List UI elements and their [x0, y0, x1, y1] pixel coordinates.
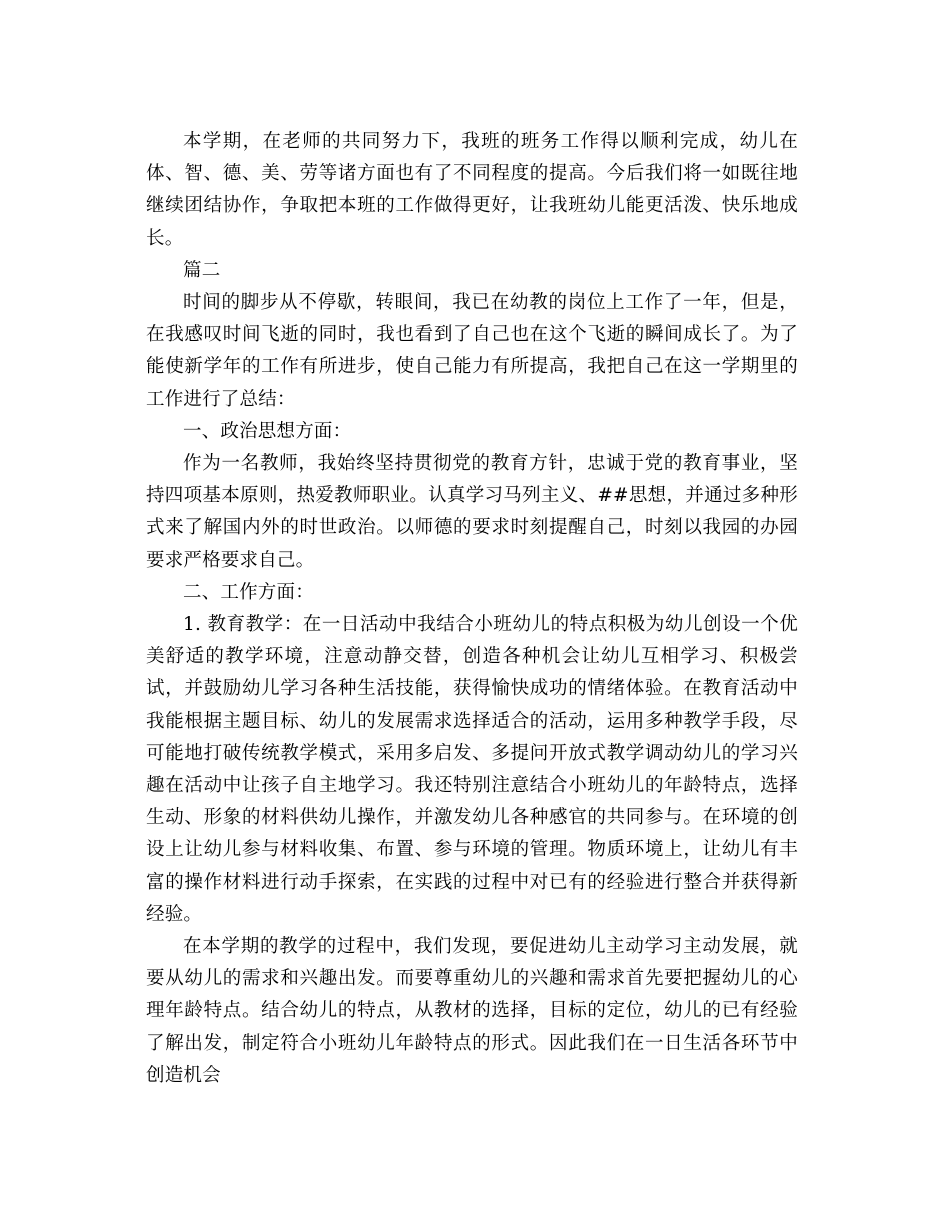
- paragraph-political: 作为一名教师，我始终坚持贯彻党的教育方针，忠诚于党的教育事业，坚持四项基本原则，热爱教师职业。认真学习马列主义、##思想，并通过多种形式来了解国内外的时世政治。以师德的要求时刻提醒自己，时刻以我园的办园要求严格要求自己。: [146, 453, 798, 571]
- section-heading-political: 一、政治思想方面：: [183, 420, 352, 442]
- paragraph-teaching-process: 在本学期的教学的过程中，我们发现，要促进幼儿主动学习主动发展，就要从幼儿的需求和兴趣出发。而要尊重幼儿的兴趣和需求首先要把握幼儿的心理年龄特点。结合幼儿的特点，从教材的选择，目标的定位，幼儿的已有经验了解出发，制定符合小班幼儿年龄特点的形式。因此我们在一日生活各环节中创造机会: [146, 936, 798, 1086]
- document-body: [146, 126, 798, 1092]
- section-heading-part-two: 篇二: [183, 259, 221, 281]
- paragraph-intro: 时间的脚步从不停歇，转眼间，我已在幼教的岗位上工作了一年，但是，在我感叹时间飞逝的同时，我也看到了自己也在这个飞逝的瞬间成长了。为了能使新学年的工作有所进步，使自己能力有所提高，我把自己在这一学期里的工作进行了总结：: [146, 292, 798, 410]
- paragraph-semester-summary: 本学期，在老师的共同努力下，我班的班务工作得以顺利完成，幼儿在体、智、德、美、劳等诸方面也有了不同程度的提高。今后我们将一如既往地继续团结协作，争取把本班的工作做得更好，让我班幼儿能更活泼、快乐地成长。: [146, 131, 798, 249]
- paragraph-teaching: 1. 教育教学：在一日活动中我结合小班幼儿的特点积极为幼儿创设一个优美舒适的教学环境，注意动静交替，创造各种机会让幼儿互相学习、积极尝试，并鼓励幼儿学习各种生活技能，获得愉快成功的情绪体验。在教育活动中我能根据主题目标、幼儿的发展需求选择适合的活动，运用多种教学手段，尽可能地打破传统教学模式，采用多启发、多提问开放式教学调动幼儿的学习兴趣在活动中让孩子自主地学习。我还特别注意结合小班幼儿的年龄特点，选择生动、形象的材料供幼儿操作，并激发幼儿各种感官的共同参与。在环境的创设上让幼儿参与材料收集、布置、参与环境的管理。物质环境上，让幼儿有丰富的操作材料进行动手探索，在实践的过程中对已有的经验进行整合并获得新经验。: [146, 614, 798, 925]
- section-heading-work: 二、工作方面：: [183, 581, 314, 603]
